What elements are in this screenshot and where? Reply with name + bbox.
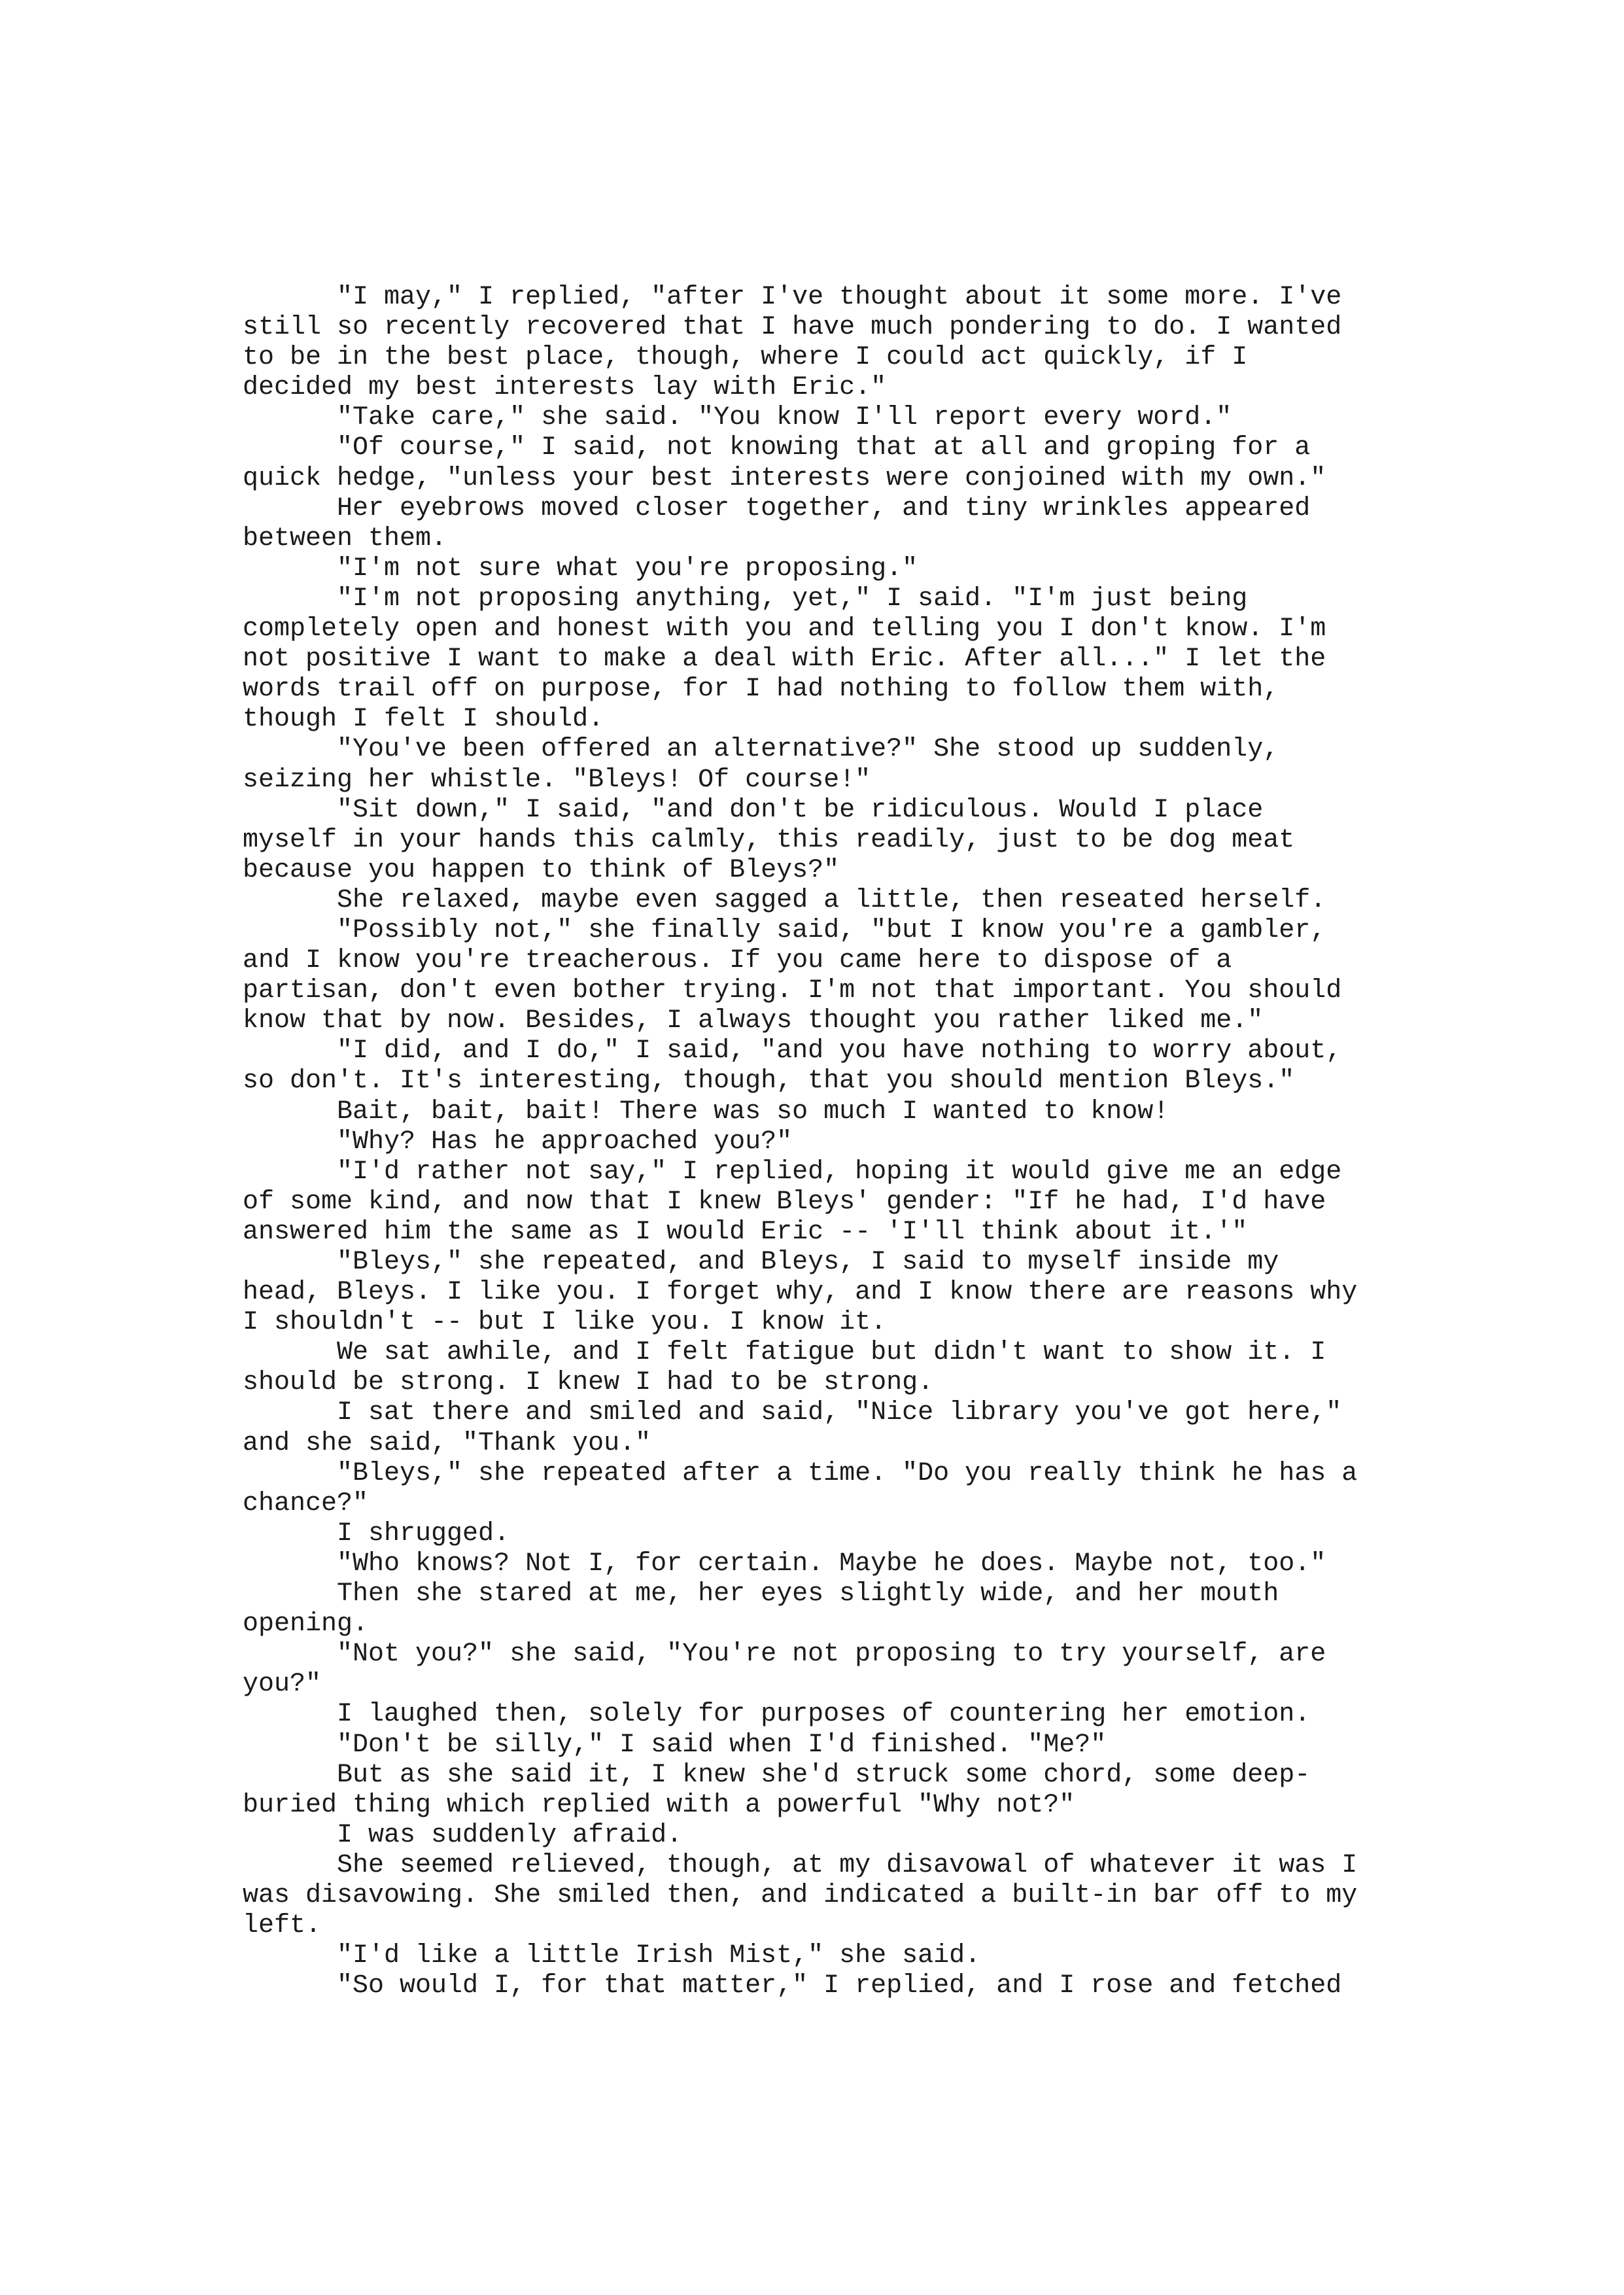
text-line: I sat there and smiled and said, "Nice library you've got here," — [243, 1398, 1342, 1428]
text-line: words trail off on purpose, for I had nothing to follow them with, — [243, 674, 1279, 705]
text-line: Her eyebrows moved closer together, and tiny wrinkles appeared — [243, 493, 1311, 523]
text-line: "So would I, for that matter," I replied, and I rose and fetched — [243, 1971, 1342, 2001]
text-line: of some kind, and now that I knew Bleys' gender: "If he had, I'd have — [243, 1187, 1326, 1217]
text-line: "Take care," she said. "You know I'll report every word." — [243, 403, 1232, 433]
text-line: I laughed then, solely for purposes of countering her emotion. — [243, 1700, 1311, 1730]
text-line: We sat awhile, and I felt fatigue but didn't want to show it. I — [243, 1338, 1326, 1368]
text-line: "I did, and I do," I said, "and you have nothing to worry about, — [243, 1036, 1342, 1066]
text-line: I was suddenly afraid. — [243, 1820, 683, 1850]
text-line: because you happen to think of Bleys?" — [243, 855, 840, 885]
text-line: "Of course," I said, not knowing that at all and groping for a — [243, 433, 1311, 463]
text-line: head, Bleys. I like you. I forget why, and I know there are reasons why — [243, 1278, 1358, 1308]
text-line: opening. — [243, 1609, 369, 1639]
text-line: decided my best interests lay with Eric." — [243, 373, 887, 403]
text-line: quick hedge, "unless your best interests were conjoined with my own." — [243, 463, 1326, 493]
text-line: She seemed relieved, though, at my disavowal of whatever it was I — [243, 1850, 1358, 1880]
text-line: between them. — [243, 523, 447, 553]
text-line: Bait, bait, bait! There was so much I wanted to know! — [243, 1096, 1169, 1127]
text-line: "I'm not sure what you're proposing." — [243, 553, 918, 584]
text-line: "I may," I replied, "after I've thought about it some more. I've — [243, 283, 1342, 312]
text-line: should be strong. I knew I had to be strong. — [243, 1368, 934, 1398]
text-line: She relaxed, maybe even sagged a little, then reseated herself. — [243, 885, 1326, 915]
text-line: not positive I want to make a deal with Eric. After all..." I let the — [243, 644, 1326, 674]
text-line: "Who knows? Not I, for certain. Maybe he does. Maybe not, too." — [243, 1549, 1326, 1579]
text-line: partisan, don't even bother trying. I'm not that important. You should — [243, 976, 1342, 1006]
text-line: and she said, "Thank you." — [243, 1428, 651, 1458]
text-line: was disavowing. She smiled then, and indicated a built-in bar off to my — [243, 1880, 1358, 1910]
text-line: to be in the best place, though, where I could act quickly, if I — [243, 343, 1248, 373]
text-line: seizing her whistle. "Bleys! Of course!" — [243, 765, 871, 795]
text-line: But as she said it, I knew she'd struck some chord, some deep- — [243, 1760, 1311, 1790]
text-line: "Not you?" she said, "You're not proposing to try yourself, are — [243, 1639, 1326, 1670]
text-line: left. — [243, 1911, 322, 1941]
text-line: chance?" — [243, 1488, 369, 1518]
text-line: "Possibly not," she finally said, "but I know you're a gambler, — [243, 915, 1326, 945]
text-line: "You've been offered an alternative?" She stood up suddenly, — [243, 735, 1279, 765]
text-line: I shrugged. — [243, 1518, 510, 1549]
text-line: buried thing which replied with a powerful "Why not?" — [243, 1790, 1075, 1820]
text-line: and I know you're treacherous. If you came here to dispose of a — [243, 946, 1232, 976]
text-line: "I'd like a little Irish Mist," she said. — [243, 1941, 981, 1971]
text-line: "Sit down," I said, "and don't be ridiculous. Would I place — [243, 795, 1264, 825]
text-line: "Don't be silly," I said when I'd finished. "Me?" — [243, 1730, 1107, 1760]
text-line: you?" — [243, 1670, 322, 1700]
text-line: still so recently recovered that I have much pondering to do. I wanted — [243, 313, 1342, 343]
text-line: though I felt I should. — [243, 705, 604, 735]
text-line: "I'm not proposing anything, yet," I said. "I'm just being — [243, 584, 1248, 614]
text-line: Then she stared at me, her eyes slightly wide, and her mouth — [243, 1579, 1279, 1609]
text-line: know that by now. Besides, I always thought you rather liked me." — [243, 1006, 1264, 1036]
text-line: completely open and honest with you and telling you I don't know. I'm — [243, 614, 1326, 644]
body-text — [243, 283, 1394, 2001]
text-line: "I'd rather not say," I replied, hoping it would give me an edge — [243, 1157, 1342, 1187]
text-line: myself in your hands this calmly, this readily, just to be dog meat — [243, 825, 1295, 855]
text-line: answered him the same as I would Eric -- 'I'll think about it.'" — [243, 1217, 1248, 1247]
text-line: so don't. It's interesting, though, that you should mention Bleys." — [243, 1066, 1295, 1096]
text-line: "Bleys," she repeated, and Bleys, I said to myself inside my — [243, 1248, 1279, 1277]
text-line: I shouldn't -- but I like you. I know it. — [243, 1308, 887, 1338]
text-line: "Why? Has he approached you?" — [243, 1127, 793, 1157]
text-line: "Bleys," she repeated after a time. "Do you really think he has a — [243, 1458, 1358, 1488]
